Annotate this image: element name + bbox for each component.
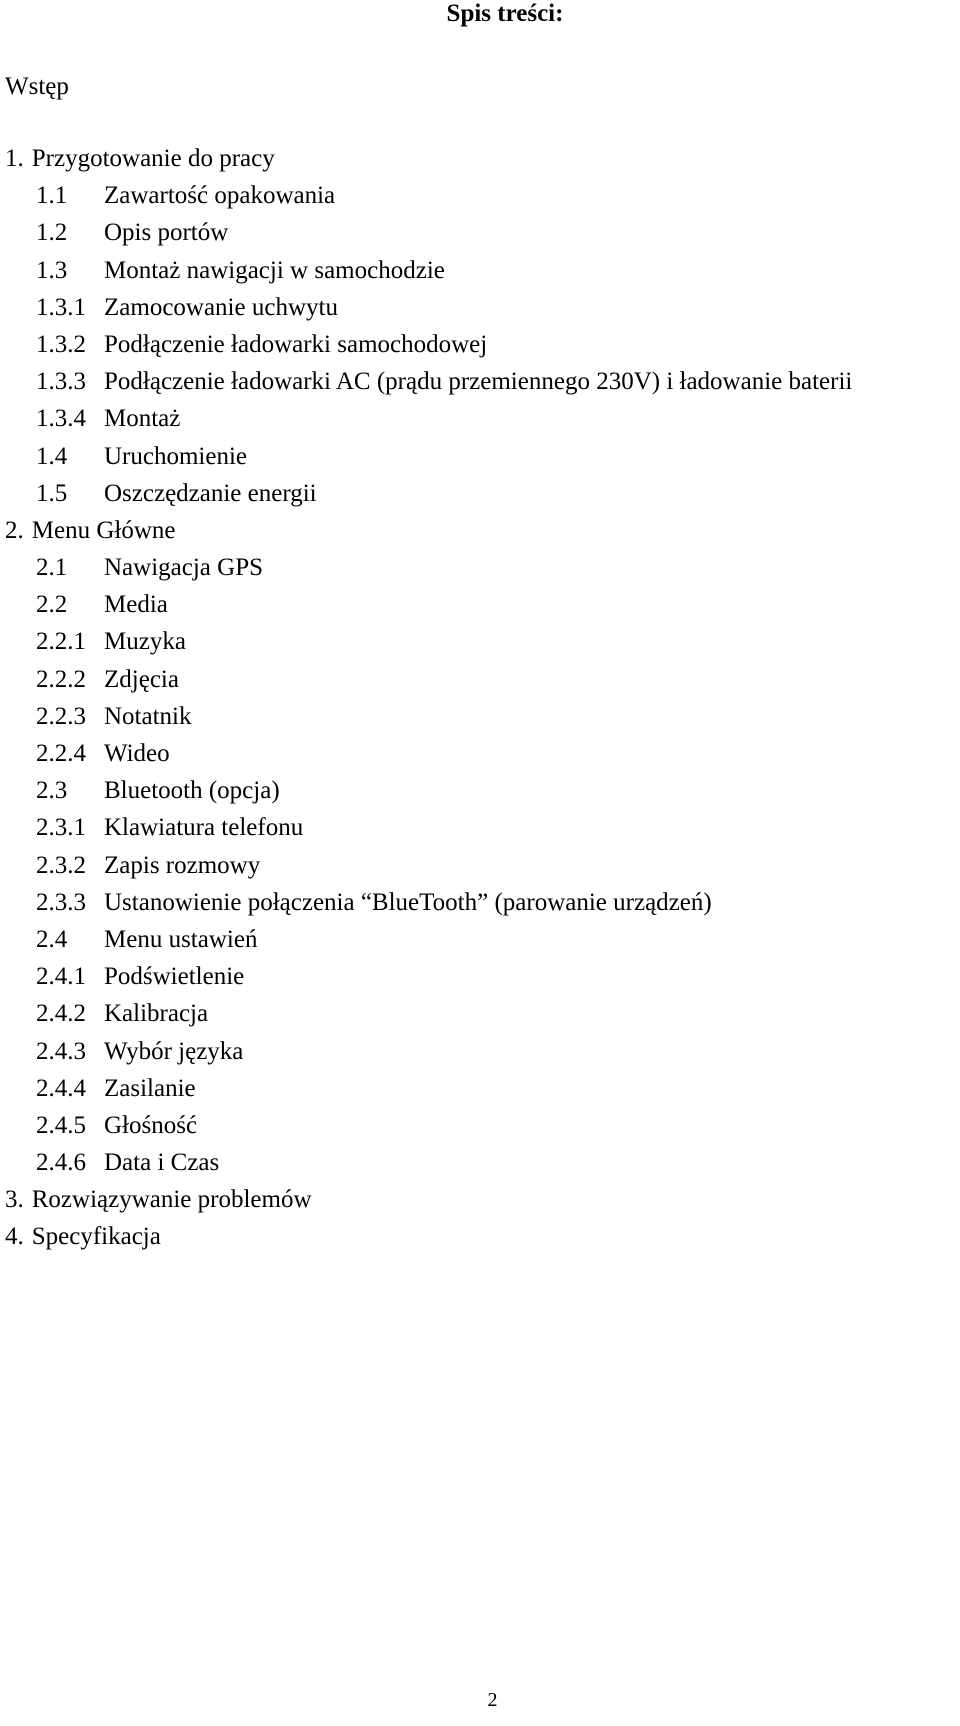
toc-entry-number: 3.	[5, 1186, 24, 1214]
toc-entry-text: Muzyka	[104, 628, 186, 656]
toc-entry	[0, 999, 955, 1036]
toc-entry-text: Ustanowienie połączenia “BlueTooth” (parowanie urządzeń)	[104, 888, 712, 916]
toc-entry-number: 2.4.4	[36, 1074, 86, 1102]
toc-entry-text: Zdjęcia	[104, 665, 179, 693]
toc-entry	[0, 181, 955, 218]
toc-entry	[0, 888, 955, 925]
toc-entry	[0, 1148, 955, 1185]
toc-entry	[0, 1222, 955, 1259]
toc-entry-text: Nawigacja GPS	[104, 554, 263, 582]
toc-entry-text: Menu ustawień	[104, 925, 258, 953]
toc-entry-number: 2.2	[36, 591, 68, 619]
toc-intro-entry: Wstęp	[5, 73, 69, 100]
toc-entry-text: Podłączenie ładowarki samochodowej	[104, 330, 488, 358]
toc-entry	[0, 442, 955, 479]
toc-entry-text: Klawiatura telefonu	[104, 814, 304, 842]
toc-entry-number: 2.4	[36, 925, 68, 953]
toc-entry	[0, 553, 955, 590]
toc-entry	[0, 404, 955, 441]
table-of-contents	[0, 144, 955, 1260]
toc-entry-number: 2.2.3	[36, 702, 86, 730]
toc-entry	[0, 627, 955, 664]
toc-entry-number: 2.4.3	[36, 1037, 86, 1065]
toc-entry-number: 2.3.1	[36, 814, 86, 842]
toc-entry	[0, 1074, 955, 1111]
toc-entry-text: Oszczędzanie energii	[104, 479, 317, 507]
toc-entry	[0, 1185, 955, 1222]
toc-entry-number: 2.3.2	[36, 851, 86, 879]
toc-entry-number: 1.	[5, 145, 24, 172]
toc-entry	[0, 702, 955, 739]
toc-entry	[0, 1111, 955, 1148]
toc-entry-number: 1.3.4	[36, 405, 86, 433]
toc-entry-text: Wybór języka	[104, 1037, 244, 1065]
toc-entry	[0, 925, 955, 962]
toc-entry-text: Zawartość opakowania	[104, 182, 336, 210]
toc-entry	[0, 1037, 955, 1074]
toc-entry	[0, 962, 955, 999]
toc-entry-number: 2.4.6	[36, 1149, 86, 1177]
toc-entry-text: Menu Główne	[31, 516, 176, 544]
toc-entry	[0, 739, 955, 776]
toc-entry	[0, 367, 955, 404]
toc-entry	[0, 144, 955, 181]
toc-entry-text: Rozwiązywanie problemów	[31, 1186, 312, 1214]
toc-entry	[0, 665, 955, 702]
toc-entry-number: 2.	[5, 516, 24, 544]
toc-entry-number: 2.3.3	[36, 888, 86, 916]
toc-entry-number: 2.1	[36, 554, 68, 582]
toc-entry	[0, 516, 955, 553]
toc-entry-text: Montaż	[104, 405, 181, 433]
toc-entry-number: 1.1	[36, 182, 68, 210]
toc-entry-text: Wideo	[104, 740, 170, 767]
page-number: 2	[487, 1689, 498, 1711]
toc-entry-text: Specyfikacja	[31, 1223, 161, 1251]
toc-entry-text: Podświetlenie	[104, 963, 245, 991]
toc-entry-number: 4.	[5, 1223, 24, 1251]
toc-entry	[0, 851, 955, 888]
toc-entry-number: 2.4.2	[36, 1000, 86, 1028]
toc-entry-number: 1.3.3	[36, 368, 86, 396]
toc-entry	[0, 256, 955, 293]
toc-entry-number: 2.2.4	[36, 740, 86, 767]
toc-entry-number: 2.3	[36, 777, 68, 805]
toc-entry-text: Podłączenie ładowarki AC (prądu przemiennego 230V) i ładowanie baterii	[104, 368, 853, 396]
toc-entry-text: Notatnik	[104, 702, 192, 730]
toc-entry-text: Zasilanie	[104, 1074, 196, 1102]
toc-entry-text: Przygotowanie do pracy	[31, 145, 275, 172]
toc-entry	[0, 590, 955, 627]
toc-entry	[0, 813, 955, 850]
toc-entry-number: 1.5	[36, 479, 68, 507]
page-title: Spis treści:	[446, 0, 564, 27]
toc-entry	[0, 218, 955, 255]
toc-entry-text: Media	[104, 591, 168, 619]
toc-entry-text: Kalibracja	[104, 1000, 209, 1028]
toc-entry-text: Opis portów	[104, 219, 229, 247]
toc-entry-number: 1.2	[36, 219, 68, 247]
toc-entry-text: Uruchomienie	[104, 442, 248, 470]
toc-entry-number: 1.3.1	[36, 293, 86, 321]
toc-entry-text: Montaż nawigacji w samochodzie	[104, 256, 445, 284]
toc-entry	[0, 479, 955, 516]
toc-entry-number: 1.3	[36, 256, 68, 284]
toc-entry-text: Zapis rozmowy	[104, 851, 261, 879]
toc-entry-number: 2.4.1	[36, 963, 86, 991]
toc-entry-text: Bluetooth (opcja)	[104, 777, 280, 805]
toc-entry-number: 2.2.2	[36, 665, 86, 693]
toc-entry-text: Data i Czas	[104, 1149, 220, 1177]
toc-entry	[0, 776, 955, 813]
toc-entry-number: 2.2.1	[36, 628, 86, 656]
toc-entry	[0, 330, 955, 367]
toc-entry-text: Zamocowanie uchwytu	[104, 293, 338, 321]
toc-entry-number: 1.4	[36, 442, 68, 470]
toc-entry	[0, 293, 955, 330]
toc-entry-number: 1.3.2	[36, 330, 86, 358]
toc-entry-text: Głośność	[104, 1111, 198, 1139]
toc-entry-number: 2.4.5	[36, 1111, 86, 1139]
